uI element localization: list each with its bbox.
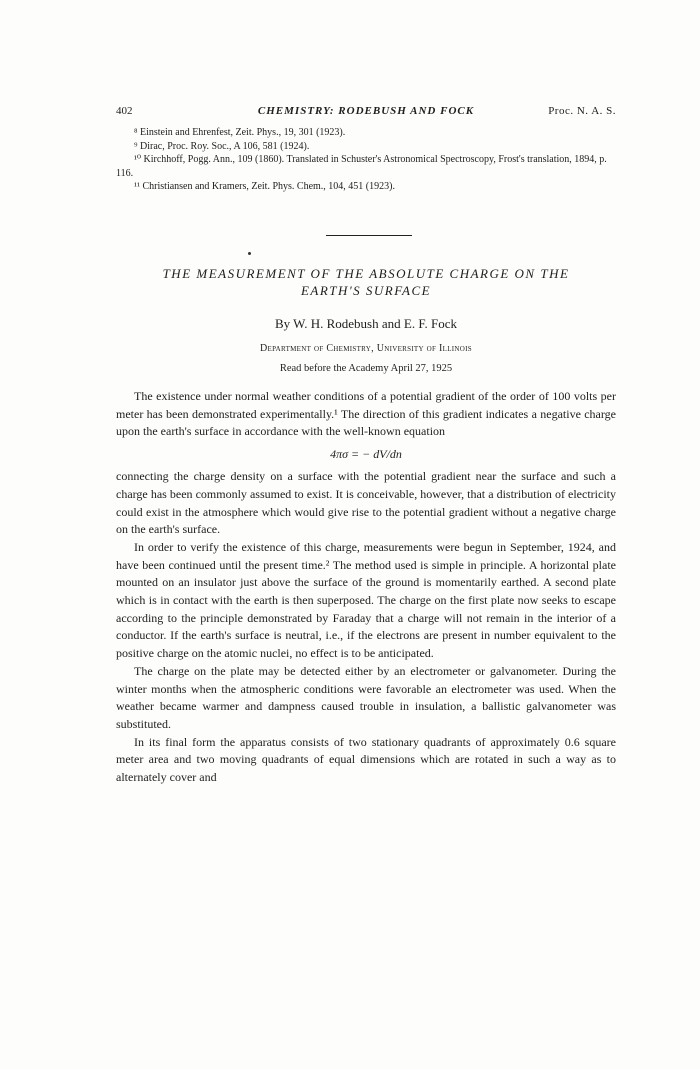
footnote-10: ¹⁰ Kirchhoff, Pogg. Ann., 109 (1860). Translated in Schuster's Astronomical Spectroscopy, Frost's translation, 1894, p. 116.: [116, 154, 607, 179]
article-body: [116, 388, 616, 787]
footnote-8: ⁸ Einstein and Ehrenfest, Zeit. Phys., 19, 301 (1923).: [134, 127, 346, 138]
paragraph-2: connecting the charge density on a surface with the potential gradient near the surface and such a charge has been commonly assumed to exist. It is conceivable, however, that a distribution of electricity could exist in the atmosphere which would give rise to the potential gradient without a negative charge on the earth's surface.: [116, 469, 616, 537]
stray-mark: [248, 252, 251, 255]
article-title-line-1: THE MEASUREMENT OF THE ABSOLUTE CHARGE ON THE: [162, 266, 570, 281]
paragraph-3: In order to verify the existence of this charge, measurements were begun in September, 1924, and have been continued until the present time.² The method used is simple in principle. A horizontal plate mounted on an insulator just above the surface of the ground is momentarily earthed. A second plate which is in contact with the earth is then superposed. The charge on the first plate now seeks to escape according to the principle demonstrated by Faraday that a charge will not remain in the interior of a conductor. If the earth's surface is neutral, i.e., if the electrons are present in number equivalent to the positive charge on the atomic nuclei, no effect is to be anticipated.: [116, 539, 616, 661]
footnote-11: ¹¹ Christiansen and Kramers, Zeit. Phys. Chem., 104, 451 (1923).: [134, 181, 395, 192]
equation: 4πσ = − dV/dn: [330, 447, 402, 462]
section-divider: [326, 235, 412, 236]
page-number: 402: [116, 105, 133, 117]
paragraph-4: The charge on the plate may be detected either by an electrometer or galvanometer. During the winter months when the atmospheric conditions were favorable an electrometer was used. When the weather became warmer and dampness caused trouble in insulation, a ballistic galvanometer was substituted.: [116, 663, 616, 731]
article-title-line-2: EARTH'S SURFACE: [300, 283, 432, 298]
running-title: CHEMISTRY: RODEBUSH AND FOCK: [257, 105, 475, 117]
author-byline: By W. H. Rodebush and E. F. Fock: [274, 316, 458, 331]
read-before-note: Read before the Academy April 27, 1925: [279, 363, 453, 374]
journal-abbrev: Proc. N. A. S.: [548, 105, 616, 117]
footnote-9: ⁹ Dirac, Proc. Roy. Soc., A 106, 581 (1924).: [134, 140, 310, 152]
paragraph-5: In its final form the apparatus consists of two stationary quadrants of approximately 0.6 square meter area and two moving quadrants of equal dimensions which are rotated in such a way as to alternately cover and: [116, 734, 616, 785]
footnotes: [116, 126, 616, 194]
article-title: [116, 265, 616, 299]
author-affiliation: Department of Chemistry, University of Illinois: [260, 343, 472, 354]
paragraph-1: The existence under normal weather conditions of a potential gradient of the order of 100 volts per meter has been demonstrated experimentally.¹ The direction of this gradient indicates a negative charge upon the earth's surface in accordance with the well-known equation: [116, 389, 616, 439]
